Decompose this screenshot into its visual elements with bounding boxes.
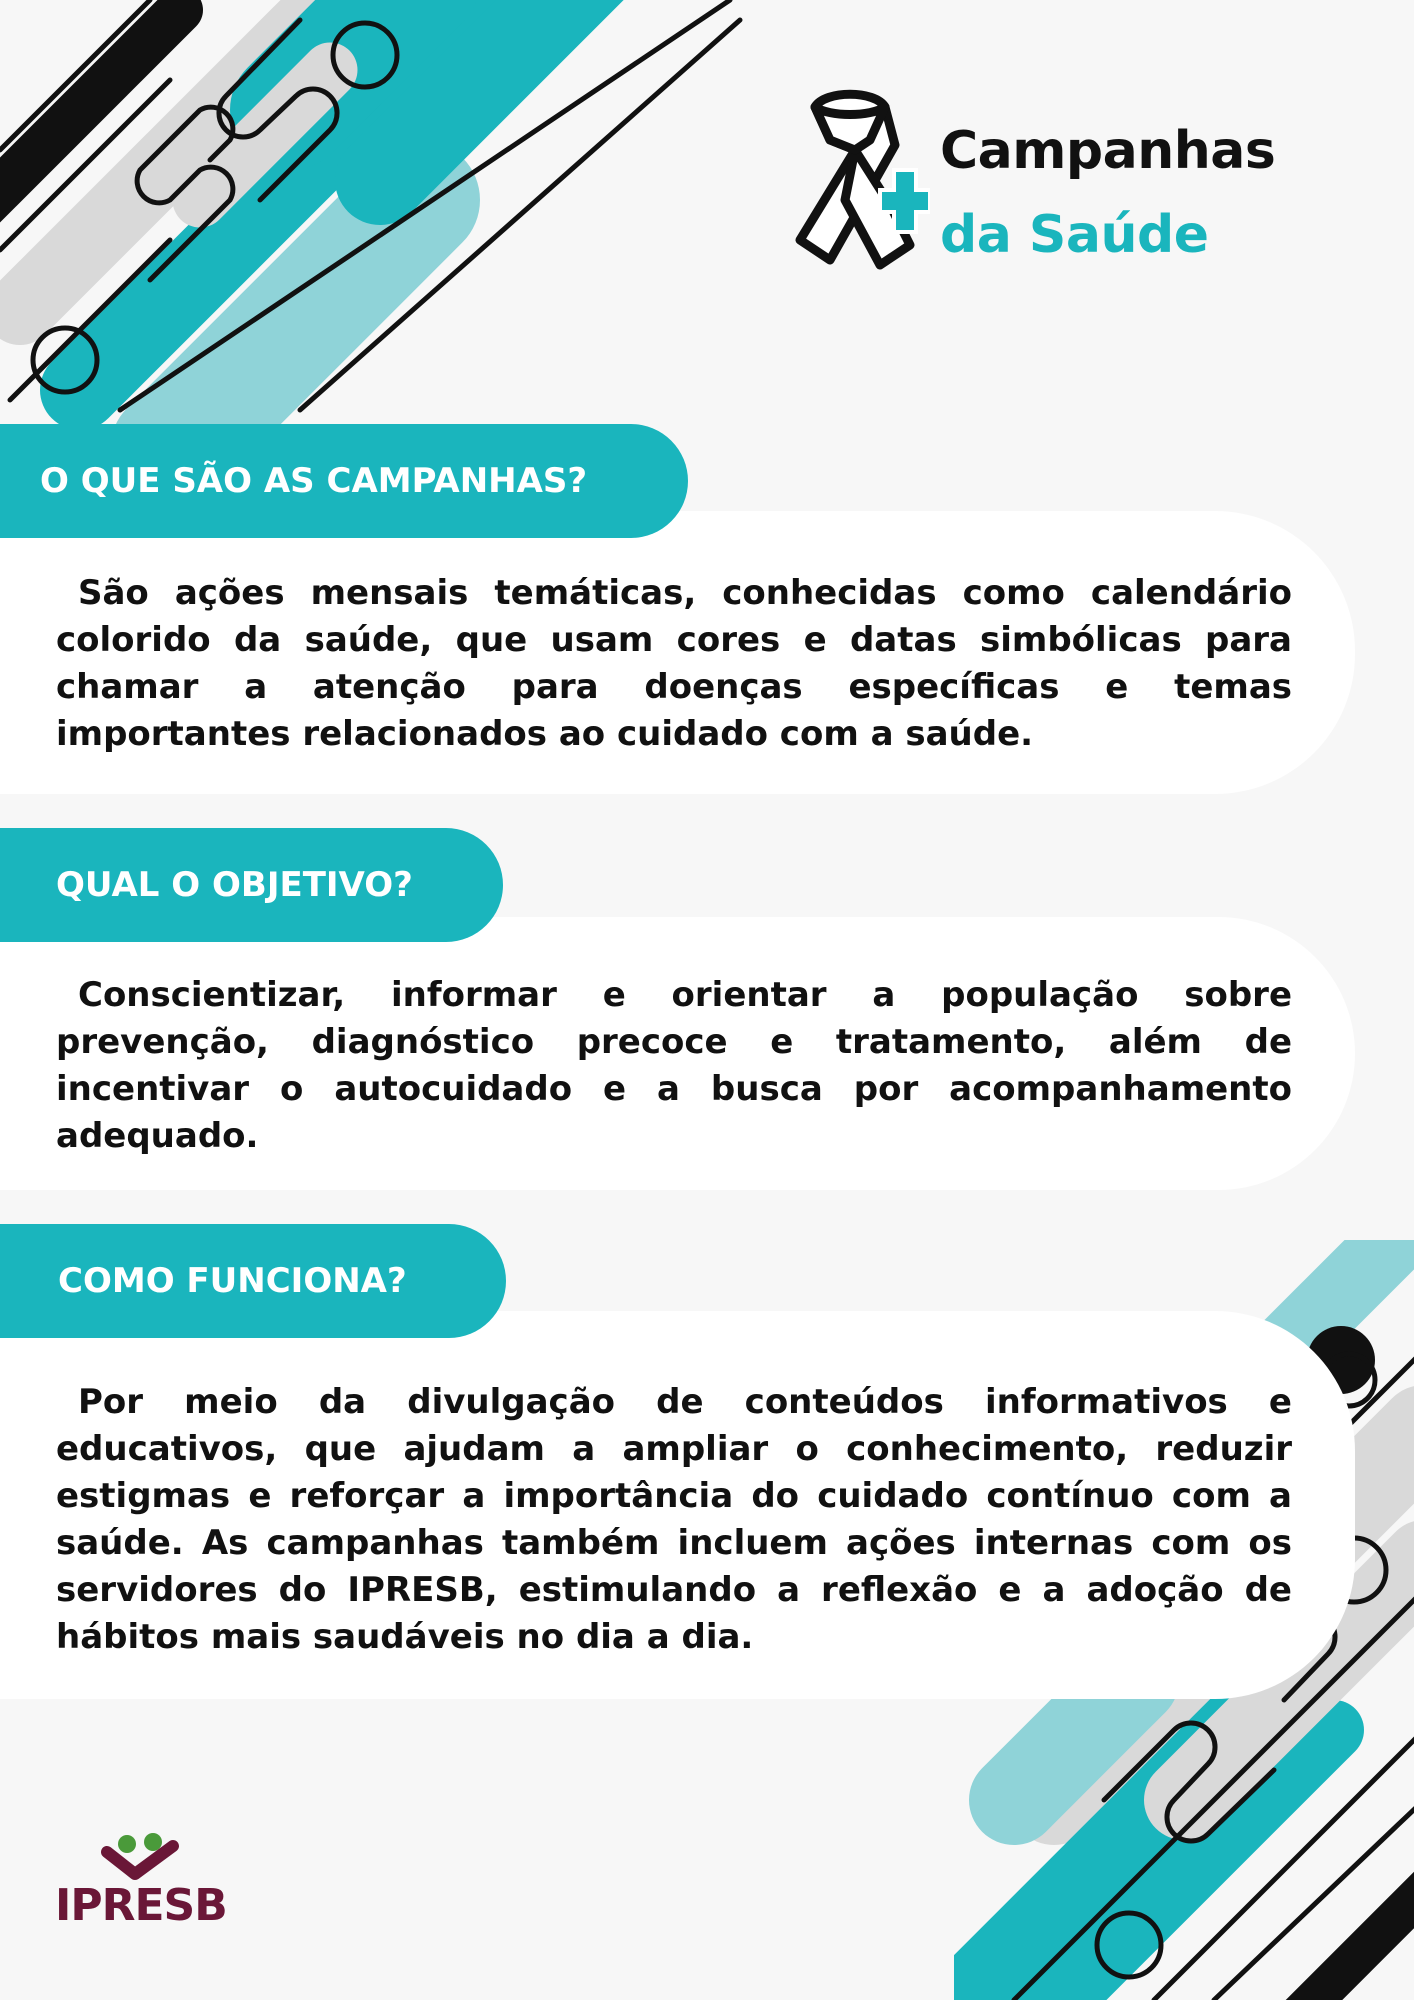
section-body: São ações mensais temáticas, conhecidas como calendário colorido da saúde, que usam cores e datas simbólicas para chamar a atenção para doenças específicas e temas importantes relacionados ao cuidado com a saúde. — [56, 573, 1292, 754]
decorative-stripes-top — [0, 0, 760, 430]
section-heading: O QUE SÃO AS CAMPANHAS? — [0, 424, 688, 538]
section-card — [0, 511, 1355, 794]
brand-title-line1: Campanhas — [940, 121, 1276, 181]
section-card — [0, 917, 1355, 1190]
section-body: Conscientizar, informar e orientar a população sobre prevenção, diagnóstico precoce e tratamento, além de incentivar o autocuidado e a busca por acompanhamento adequado. — [56, 975, 1292, 1156]
brand-title-line2: da Saúde — [940, 205, 1209, 265]
logo-text: IPRESB — [55, 1880, 227, 1931]
section-body: Por meio da divulgação de conteúdos informativos e educativos, que ajudam a ampliar o conhecimento, reduzir estigmas e reforçar a importância do cuidado contínuo com a saúde. As campanhas também incluem ações internas com os servidores do IPRESB, estimulando a reflexão e a adoção de hábitos mais saudáveis no dia a dia. — [56, 1382, 1292, 1657]
awareness-ribbon-plus-icon — [770, 85, 930, 285]
section-card — [0, 1311, 1355, 1699]
section-heading: COMO FUNCIONA? — [0, 1224, 506, 1338]
ipresb-logo — [55, 1830, 235, 1940]
logo-check-icon — [95, 1830, 185, 1880]
campaign-brand — [770, 85, 1330, 295]
section-heading: QUAL O OBJETIVO? — [0, 828, 503, 942]
